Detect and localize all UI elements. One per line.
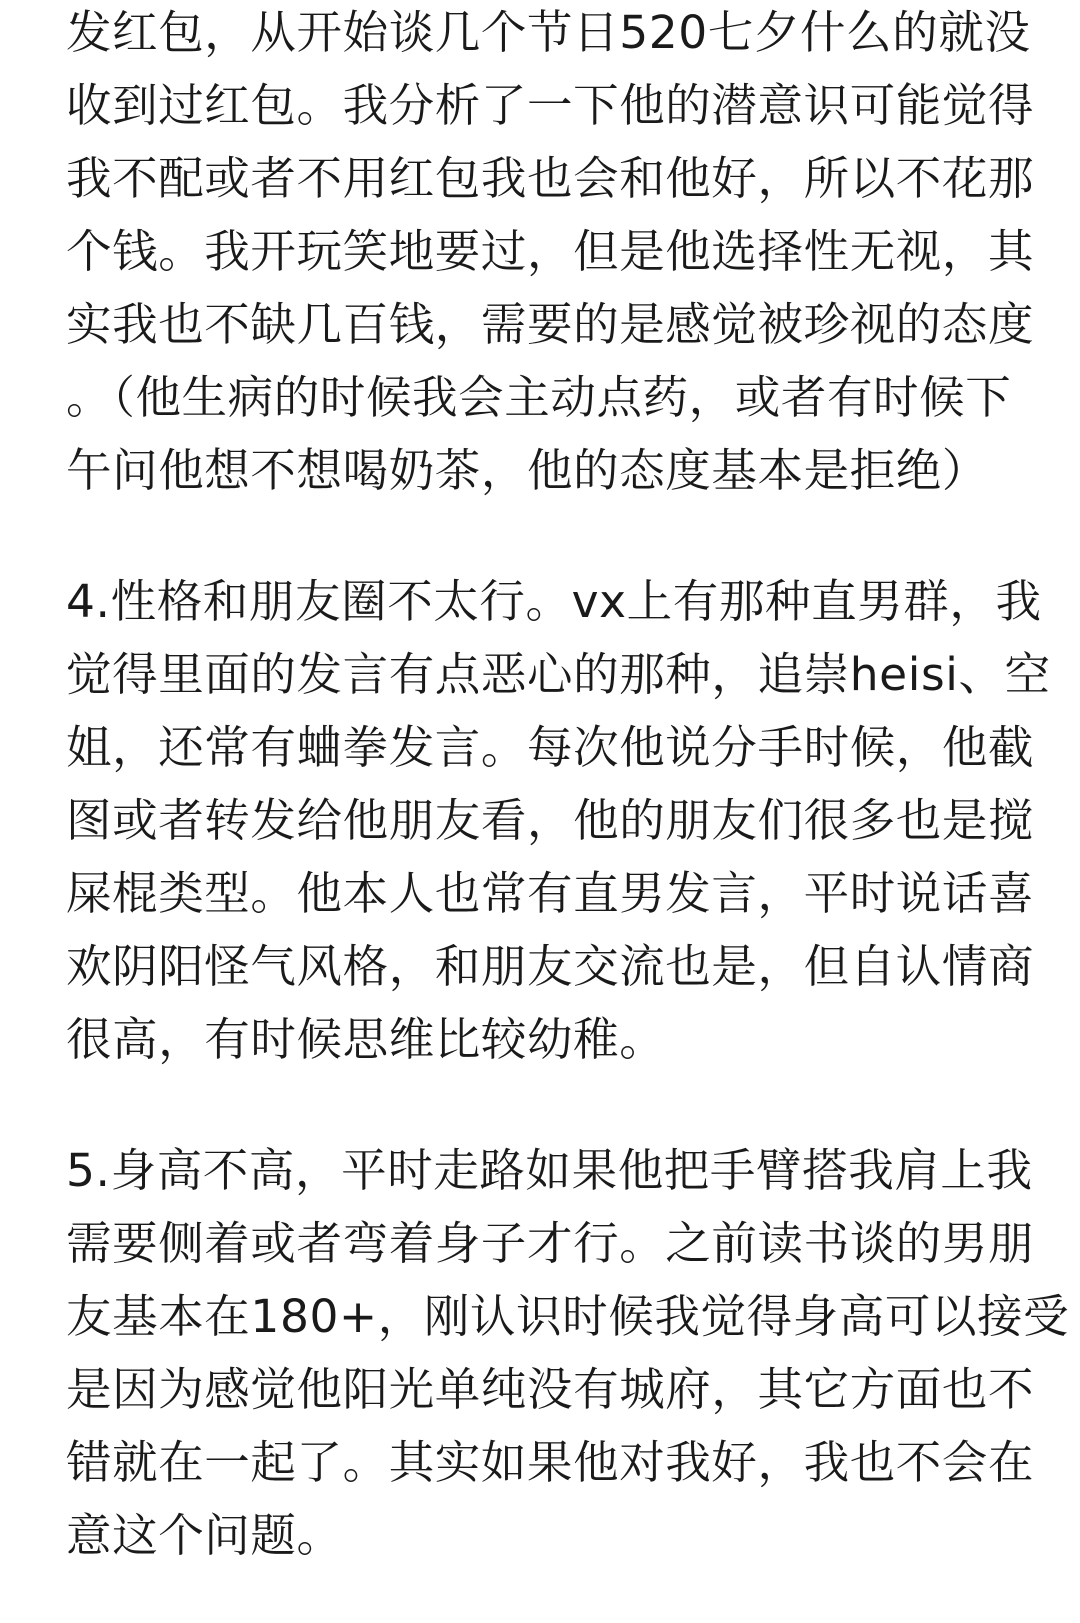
text-line: 错就在一起了。其实如果他对我好，我也不会在 <box>66 1436 1035 1489</box>
text-line: 姐，还常有蛐拳发言。每次他说分手时候，他截 <box>66 721 1035 774</box>
text-line: 很高，有时候思维比较幼稚。 <box>66 1013 666 1066</box>
text-line: 欢阴阳怪气风格，和朋友交流也是，但自认情商 <box>66 940 1035 993</box>
text-line: 是因为感觉他阳光单纯没有城府，其它方面也不 <box>66 1363 1035 1416</box>
text-line: 收到过红包。我分析了一下他的潜意识可能觉得 <box>66 79 1035 132</box>
text-line: 图或者转发给他朋友看，他的朋友们很多也是搅 <box>66 794 1035 847</box>
text-line: 我不配或者不用红包我也会和他好，所以不花那 <box>66 152 1035 205</box>
text-line: 屎棍类型。他本人也常有直男发言，平时说话喜 <box>66 867 1035 920</box>
text-line: 4.性格和朋友圈不太行。vx上有那种直男群，我 <box>66 575 1042 628</box>
text-line: 意这个问题。 <box>66 1509 343 1562</box>
text-line: 发红包，从开始谈几个节日520七夕什么的就没 <box>66 6 1031 59</box>
text-line: 觉得里面的发言有点恶心的那种，追崇heisi、空 <box>66 648 1051 701</box>
text-line: 午问他想不想喝奶茶，他的态度基本是拒绝） <box>66 444 989 497</box>
text-line: 5.身高不高，平时走路如果他把手臂搭我肩上我 <box>66 1144 1033 1197</box>
text-line: 。（他生病的时候我会主动点药，或者有时候下 <box>66 371 1012 424</box>
text-line: 友基本在180+，刚认识时候我觉得身高可以接受 <box>66 1290 1070 1343</box>
text-line: 实我也不缺几百钱，需要的是感觉被珍视的态度 <box>66 298 1035 351</box>
text-line: 需要侧着或者弯着身子才行。之前读书谈的男朋 <box>66 1217 1035 1270</box>
text-line: 个钱。我开玩笑地要过，但是他选择性无视，其 <box>66 225 1035 278</box>
